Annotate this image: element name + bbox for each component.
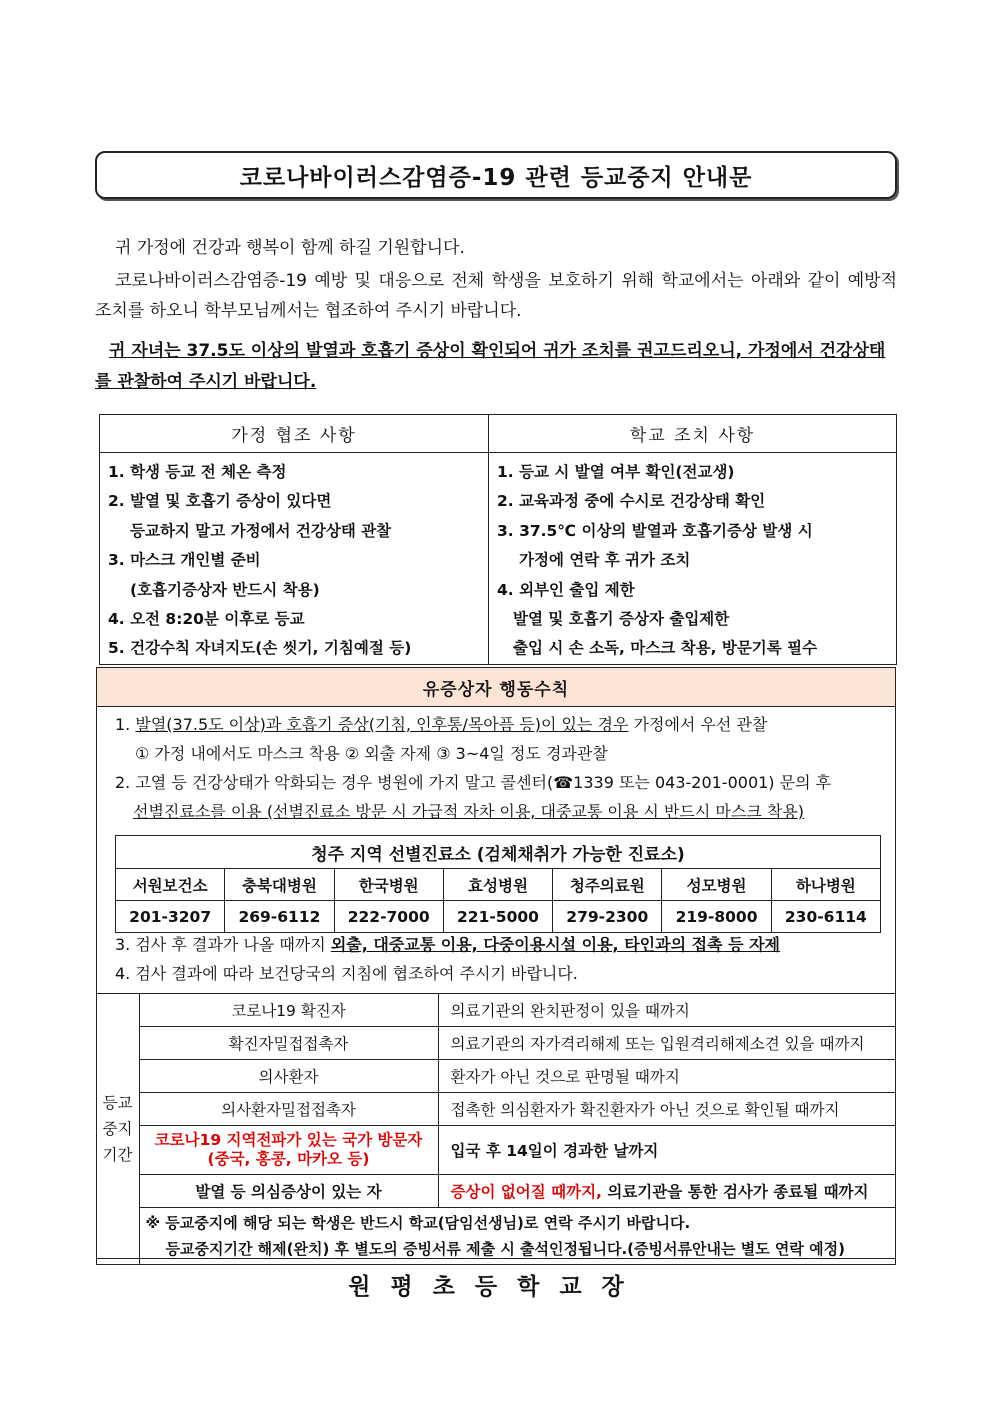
school-item: 발열 및 호흡기 증상자 출입제한 [513, 610, 730, 629]
greeting: 귀 가정에 건강과 행복이 함께 하길 기원합니다. [115, 238, 465, 258]
clinic-name: 충북대병원 [225, 869, 334, 901]
home-item: (호흡기증상자 반드시 착용) [130, 580, 320, 599]
school-item: 1. 등교 시 발열 여부 확인(전교생) [497, 463, 735, 481]
note-1: ※ 등교중지에 해당 되는 학생은 반드시 학교(담임선생님)로 연락 주시기 바랍니다. [145, 1214, 691, 1232]
suspension-who: 코로나19 확진자 [139, 994, 438, 1027]
clinic-name: 하나병원 [771, 869, 880, 901]
rule-3-bold: 외출, 대중교통 이용, 다중이용시설 이용, 타인과의 접촉 등 자제 [330, 935, 781, 954]
clinic-phone: 279-2300 [553, 901, 662, 933]
clinic-phone: 269-6112 [225, 901, 334, 933]
school-item: 가정에 연락 후 귀가 조치 [519, 551, 691, 570]
clinic-phone: 219-8000 [662, 901, 771, 933]
clinic-phone: 201-3207 [116, 901, 225, 933]
suspension-label: 등교 중지 기간 [96, 994, 139, 1265]
visitor-until: 입국 후 14일이 경과한 날까지 [438, 1126, 895, 1175]
clinic-phone: 222-7000 [334, 901, 443, 933]
school-item: 2. 교육과정 중에 수시로 건강상태 확인 [497, 492, 766, 511]
rule-1-number: 1. [115, 715, 131, 734]
symptom-rules-section [96, 667, 896, 1259]
rule-1 [115, 710, 767, 739]
suspension-until: 접촉한 의심환자가 확진환자가 아닌 것으로 확인될 때까지 [438, 1093, 895, 1126]
home-items [100, 453, 489, 665]
clinic-name: 성모병원 [662, 869, 771, 901]
signature: 원평초등학교장 [348, 1274, 644, 1300]
home-item: 3. 마스크 개인별 준비 [108, 551, 261, 570]
suspension-who: 의사환자밀접접촉자 [139, 1093, 438, 1126]
school-items [489, 453, 897, 665]
home-item: 2. 발열 및 호흡기 증상이 있다면 [108, 492, 332, 511]
rule-2-line1: 2. 고열 등 건강상태가 악화되는 경우 병원에 가지 말고 콜센터(☎1339 또는 043-201-0001) 문의 후 [115, 773, 832, 792]
home-item: 4. 오전 8:20분 이후로 등교 [108, 610, 305, 629]
document-title: 코로나바이러스감염증-19 관련 등교중지 안내문 [95, 151, 897, 199]
suspension-until: 의료기관의 자가격리해제 또는 입원격리해제소견 있을 때까지 [438, 1027, 895, 1060]
clinic-name: 청주의료원 [553, 869, 662, 901]
intro-paragraph: 코로나바이러스감염증-19 예방 및 대응으로 전체 학생을 보호하기 위해 학교에서는 아래와 같이 예방적 조치를 하오니 학부모님께서는 협조하여 주시기 바랍니다. [95, 271, 897, 321]
school-item: 출입 시 손 소독, 마스크 착용, 방문기록 필수 [513, 639, 818, 658]
visitor-who-line2: (중국, 홍콩, 마카오 등) [207, 1150, 370, 1168]
note-2: 등교중지기간 해제(완치) 후 별도의 증빙서류 제출 시 출석인정됩니다.(증빙서류안내는 별도 연락 예정) [165, 1240, 845, 1258]
school-item: 4. 외부인 출입 제한 [497, 580, 635, 599]
rule-1-tail: 가정에서 우선 관찰 [633, 715, 768, 734]
home-item: 등교하지 말고 가정에서 건강상태 관찰 [130, 521, 392, 540]
clinic-phone: 230-6114 [771, 901, 880, 933]
cooperation-table [99, 414, 897, 665]
rule-1-text: 발열(37.5도 이상)과 호흡기 증상(기침, 인후통/목아픔 등)이 있는 경우 [135, 715, 629, 734]
school-item: 3. 37.5℃ 이상의 발열과 호흡기증상 발생 시 [497, 521, 813, 540]
rule-2-line2: 선별진료소를 이용 (선별진료소 방문 시 가급적 자차 이용, 대중교통 이용 시 반드시 마스크 착용) [133, 802, 805, 821]
suspension-who: 의사환자 [139, 1060, 438, 1093]
clinic-name: 효성병원 [443, 869, 552, 901]
home-item: 1. 학생 등교 전 체온 측정 [108, 463, 287, 481]
visitor-who [139, 1126, 438, 1175]
rule-4: 4. 검사 결과에 따라 보건당국의 지침에 협조하여 주시기 바랍니다. [115, 964, 578, 983]
fever-until-red: 증상이 없어질 때까지, [450, 1183, 602, 1201]
fever-until-rest: 의료기관을 통한 검사가 종료될 때까지 [601, 1183, 869, 1201]
clinic-name: 한국병원 [334, 869, 443, 901]
fever-who: 발열 등 의심증상이 있는 자 [139, 1175, 438, 1208]
suspension-notes [139, 1208, 895, 1265]
rule-1-sub: ① 가정 내에서도 마스크 착용 ② 외출 자제 ③ 3~4일 정도 경과관찰 [135, 744, 608, 763]
visitor-who-line1: 코로나19 지역전파가 있는 국가 방문자 [154, 1131, 423, 1149]
home-header: 가정 협조 사항 [100, 415, 489, 453]
clinic-table [115, 835, 881, 933]
clinic-phone: 221-5000 [443, 901, 552, 933]
home-item: 5. 건강수칙 자녀지도(손 씻기, 기침예절 등) [108, 639, 412, 658]
clinic-caption: 청주 지역 선별진료소 (검체채취가 가능한 진료소) [116, 836, 881, 869]
fever-until [438, 1175, 895, 1208]
clinic-name: 서원보건소 [116, 869, 225, 901]
suspension-who: 확진자밀접접촉자 [139, 1027, 438, 1060]
rule-3 [115, 930, 780, 959]
suspension-table [96, 993, 896, 1265]
symptom-rules-header: 유증상자 행동수칙 [97, 668, 895, 707]
suspension-until: 의료기관의 완치판정이 있을 때까지 [438, 994, 895, 1027]
school-header: 학교 조치 사항 [489, 415, 897, 453]
rule-3-head: 3. 검사 후 결과가 나올 때까지 [115, 935, 326, 954]
suspension-until: 환자가 아닌 것으로 판명될 때까지 [438, 1060, 895, 1093]
notice-paragraph: 귀 자녀는 37.5도 이상의 발열과 호흡기 증상이 확인되어 귀가 조치를 권고드리오니, 가정에서 건강상태를 관찰하여 주시기 바랍니다. [95, 341, 886, 392]
